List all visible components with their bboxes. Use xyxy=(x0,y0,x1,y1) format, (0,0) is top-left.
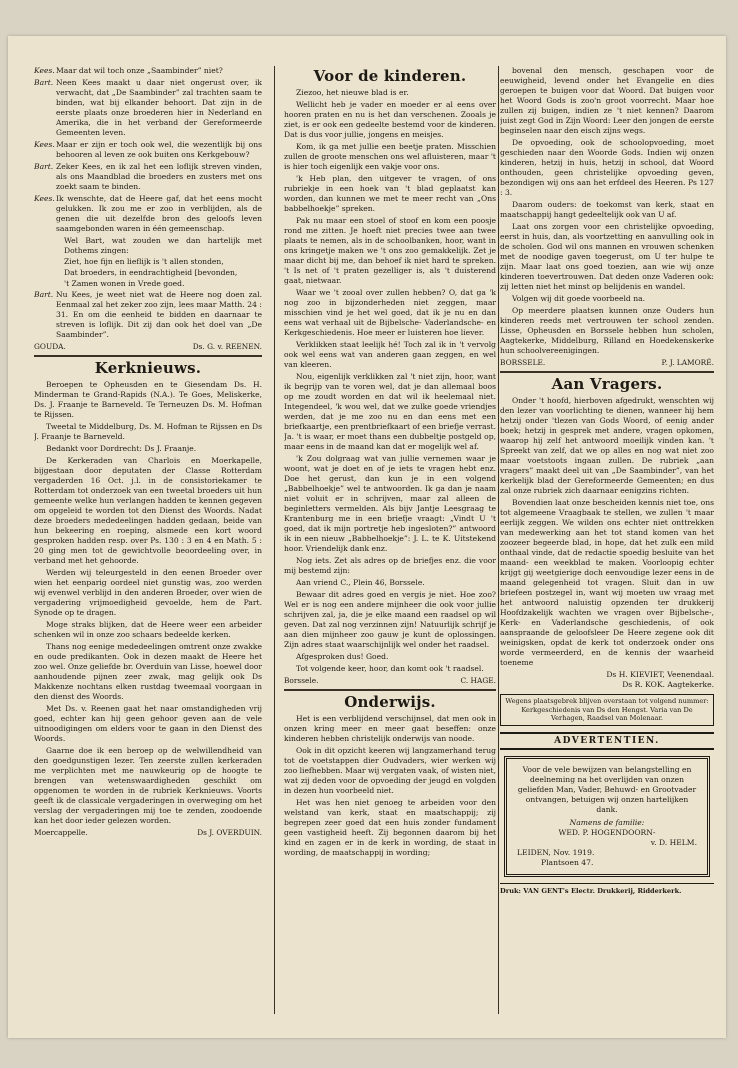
signature-name: P. J. LAMORÉ. xyxy=(661,358,714,367)
paragraph: Aan vriend C., Plein 46, Borssele. xyxy=(296,578,425,587)
paragraph: De Kerkeraden van Charlois en Moerkapelle, bijgestaan door deputaten der Classe Rotterdam vergaderden 16 Oct. j.l. in de consistoriekamer te Rotterdam tot onderzoek van een tweetal broeders uit hun gemeente welke hun verlangen hadden te kennen gegeven om opgeleid te worden tot den Dienst des Woords. Nadat deze broeders mededeelingen hadden gedaan, beide van hun bekeering en roeping, alsmede een kort woord gesproken hadden resp. over Ps. 130 : 3 en 4 en Math. 5 : 20 ging men tot de gewichtvolle beoordeeling over, in verband met het gehoorde. xyxy=(34,456,262,565)
paragraph: Volgen wij dit goede voorbeeld na. xyxy=(512,294,646,303)
paragraph: Waar we 't zooal over zullen hebben? O, dat ga 'k nog zoo in bijzonderheden niet zeggen, maar misschien vind je het wel goed, dat ik je nu en dan eens wat verhaal uit de Bijbelsche- Vaderlandsche- en Kerkgeschiedenis. Hoe meer er luisteren hoe liever. xyxy=(284,288,496,337)
onderwijs-body xyxy=(284,714,496,858)
kerknieuws-title: Kerknieuws. xyxy=(94,359,202,377)
paragraph: Wellicht heb je vader en moeder er al eens over hooren praten en nu is het dan verschenen. Zooals je ziet, is er ook een gedeelte bestemd voor de kinderen. Dat is dus voor jullie, jongens en meisjes. xyxy=(284,100,496,139)
paragraph: Tot volgende keer, hoor, dan komt ook 't raadsel. xyxy=(296,664,484,673)
dialogue-line xyxy=(34,66,262,76)
dialogue-line xyxy=(34,194,262,234)
paragraph: Verklikken staat leelijk hé! Toch zal ik in 't vervolg ook wel eens wat van anderen gaan zeggen, en wel van kleeren. xyxy=(284,340,496,369)
section-divider xyxy=(284,689,496,691)
vragers-body xyxy=(500,396,714,668)
speaker: Bart. xyxy=(34,78,54,87)
notice-box: Wegens plaatsgebrek blijven overstaan tot volgend nummer: Kerkgeschiedenis van Ds den Hengst. Varia van De Verhagen, Raadsel van Molenaar. xyxy=(500,694,714,726)
paragraph: Ziezoo, het nieuwe blad is er. xyxy=(296,88,409,97)
kerknieuws-body xyxy=(34,380,262,826)
dialogue-line xyxy=(34,290,262,340)
signature-place: BORSSELE. xyxy=(500,358,546,367)
signature xyxy=(34,342,262,352)
speaker: Kees. xyxy=(34,66,55,75)
signature-place: Moercappelle. xyxy=(34,828,88,837)
dialogue-text: Ik wenschte, dat de Heere gaf, dat het eens mocht gelukken. Ik zou me er zoo in verblijden, als de genen die uit dezelfde bron des geloofs leven saamgebonden waren in één gemeenschap. xyxy=(56,194,262,233)
dialogue-line xyxy=(34,78,262,138)
speaker: Kees. xyxy=(34,140,55,149)
dialogue-text: Nu Kees, je weet niet wat de Heere nog doen zal. Eenmaal zal het zeker zoo zijn, lees maar Matth. 24 : 31. En om die eenheid te bidden en daarnaar te streven is loflijk. Dit zij dan ook het doel van „De Saambinder”. xyxy=(56,290,262,339)
dialogue-line xyxy=(34,162,262,192)
section-divider xyxy=(34,355,262,357)
paragraph: Het was hen niet genoeg te arbeiden voor den welstand van kerk, staat en maatschappij; zij begrepen zeer goed dat een huis zonder fundament geen vastigheid heeft. Zij begonnen daarom bij het kind en zagen er in de kerk in wording, de staat in wording, de maatschappij in wording; xyxy=(284,798,496,857)
paragraph: Thans nog eenige mededeelingen omtrent onze zwakke en oude predikanten. Ook in dezen maakt de Heere het zoo wel. Onze geliefde br. Overduin van Lisse, hoewel door aanhoudende pijnen zeer zwak, mag gelijk ook Ds Makkenze nochtans elken rustdag tweemaal voorgaan in den dienst des Woords. xyxy=(34,642,262,701)
paragraph: Met Ds. v. Reenen gaat het naar omstandigheden vrij goed, echter kan hij geen gehoor geven aan de vele uitnoodigingen om elders voor te gaan in den Dienst des Woords. xyxy=(34,704,262,743)
signature-name: Ds J. OVERDUIN. xyxy=(197,828,262,837)
vragers-signature-1: Ds H. KIEVIET, Veenendaal. xyxy=(606,670,714,679)
dialogue-text: Maar dat wil toch onze „Saambinder” niet? xyxy=(56,66,223,75)
dialogue-text: Neen Kees maakt u daar niet ongerust over, ik verwacht, dat „De Saambinder” zal trachten saam te binden, wat bij elkander behoort. Dat zijn in de eerste plaats onze broederen hier in Nederland en Amerika, die in het verband der Gereformeerde Gemeenten leven. xyxy=(56,78,262,137)
paragraph: De opvoeding, ook de schoolopvoeding, moet geschieden naar den Woorde Gods. Indien wij onzen kinderen, hetzij in huis, hetzij in school, dat Woord onthouden, geen christelijke opvoeding geven, bezondigen wij ons aan het erfdeel des Heeren. Ps 127 : 3. xyxy=(500,138,714,197)
paragraph: Bedankt voor Dordrecht: Ds J. Fraanje. xyxy=(46,444,197,453)
verse-line: 't Zamen wonen in Vrede goed. xyxy=(64,279,185,288)
speaker: Bart. xyxy=(34,290,54,299)
paragraph: bovenal den mensch, geschapen voor de eeuwigheid, levend onder het Evangelie en dies geroepen te buigen voor dat Woord. Dat buigen voor het Woord Gods is zoo'n groot voorrecht. Maar hoe zullen zij buigen, indien ze 't niet kennen? Daarom juist zegt God in Zijn Woord: Leer den jongen de eerste beginselen naar den eisch zijns wegs. xyxy=(500,66,714,135)
speaker: Kees. xyxy=(34,194,55,203)
signature xyxy=(284,676,496,686)
paragraph: Pak nu maar een stoel of stoof en kom een poosje rond me zitten. Je hoeft niet precies twee aan twee plaats te nemen, als in de schoolbanken, hoor, want in ons kringetje maken we 't ons zoo gemakkelijk. Zet je maar dicht bij me, dan behoef ik niet hard te spreken. 't Is net of 't praten gezelliger is, als 't duisterend gaat, nietwaar. xyxy=(284,216,496,285)
dialogue-text: Maar er zijn er toch ook wel, die wezentlijk bij ons behooren al leven ze ook buiten ons Kerkgebouw? xyxy=(56,140,262,159)
paragraph: Nog iets. Zet als adres op de briefjes enz. die voor mij bestemd zijn: xyxy=(284,556,496,575)
newspaper-page xyxy=(8,36,726,1038)
paragraph: Op meerdere plaatsen kunnen onze Ouders hun kinderen reeds met vertrouwen ter school zenden. Lisse, Opheusden en Borssele hebben hun scholen, Aagtekerke, Middelburg, Rilland en Hoedekenskerke hun schoolvereenigingen. xyxy=(500,306,714,355)
dialogue-text: Zeker Kees, en ik zal het een loflijk streven vinden, als ons Maandblad die broeders en zusters met ons zoekt saam te binden. xyxy=(56,162,262,191)
signature xyxy=(34,828,262,838)
right-column xyxy=(500,66,714,1018)
middle-column xyxy=(284,66,496,1018)
verse-intro: Wel Bart, wat zouden we dan hartelijk met Dothems zingen: xyxy=(64,236,262,255)
ad-street: Plantsoen 47. xyxy=(541,857,594,867)
vragers-title: Aan Vragers. xyxy=(551,375,663,393)
column-divider xyxy=(274,66,275,1014)
signature-name: C. HAGE. xyxy=(460,676,496,685)
paragraph: 'k Zou dolgraag wat van jullie vernemen waar je woont, wat je doet en of je iets te vragen hebt enz. Doe het gerust, dan kun je in een volgend „Babbelhoekje” wel te antwoorden. Ik ga dan je naam niet voluit er in schrijven, maar zal alleen de beginletters vermelden. Als bijv Jantje Leesgraag te Krantenburg me in een briefje vraagt: „Vindt U 't goed, dat ik mijn portretje heb ingesloten?” antwoord ik in een nieuw „Babbelhoekje”: J. L. te K. Uitstekend hoor. Vriendelijk dank enz. xyxy=(284,454,496,553)
ad-family-label: Namens de familie: xyxy=(569,817,645,827)
paragraph: 'k Heb plan, den uitgever te vragen, of ons rubriekje in een hoek van 't blad geplaatst kan worden, dan kunnen we met te meer recht van „Ons babbelhoekje” spreken. xyxy=(284,174,496,213)
advertenties-header: ADVERTENTIEN. xyxy=(500,732,714,750)
verse-line: Dat broeders, in eendrachtigheid [bevonden, xyxy=(64,268,238,277)
printer-credit: Druk: VAN GENT's Electr. Drukkerij, Ridderkerk. xyxy=(500,883,714,896)
signature xyxy=(500,358,714,368)
onderwijs-title: Onderwijs. xyxy=(344,693,436,711)
onderwijs-continued xyxy=(500,66,714,356)
signature-place: Borssele. xyxy=(284,676,319,685)
ad-text: Voor de vele bewijzen van belangstelling en deelneming na het overlijden van onzen geliefden Man, Vader, Behuwd- en Grootvader ontvangen, betuigen wij onzen hartelijken dank. xyxy=(517,764,697,814)
paragraph: Bovendien laat onze bescheiden kennis niet toe, ons tot algemeene Vraagbaak te stellen, we zullen 't maar eerlijk zeggen. We wilden ons echter niet onttrekken van medewerking aan het tot stand komen van het zoozeer begeerde blad, in hope, dat het zulk een mild onthaal vinde, dat de redactie spoedig besluite van het maand- een weekblad te maken. Voorloopig echter krijgt gij weetgierige doch eenvoudige lezer eens in de maand gelegenheid tot vragen. Sluit dan in uw briefeen postzegel in, want wij moeten uw vraag met het antwoord naluistig opzenden ter drukkerij Hoofdzakelijk wachten we vragen over Bijbelsche-, Kerk- en Vaderlandsche geschiedenis, of ook aanspraande de geloofsleer De Heere zegene ook dit weinigsken, opdat de kerk tot onderzoek onder ons worde vermeerderd, en de kennis der waarheid toeneme xyxy=(500,498,714,667)
paragraph: Bewaar dit adres goed en vergis je niet. Hoe zoo? Wel er is nog een andere mijnheer die ook voor jullie schrijven zal, ja, die je elke maand een raadsel op wil geven. Dat zal nog verzinnen zijn! Natuurlijk schrijf je aan dien mijnheer zoo gauw je kunt de oplossingen. Zijn adres staat waarschijnlijk wel onder het raadsel. xyxy=(284,590,496,649)
verse xyxy=(34,257,262,289)
verse-line: Ziet, hoe fijn en lieflijk is 't allen stonden, xyxy=(64,257,224,266)
kinderen-body xyxy=(284,88,496,674)
left-column xyxy=(34,66,262,1018)
paragraph: Tweetal te Middelburg, Ds. M. Hofman te Rijssen en Ds J. Fraanje te Barneveld. xyxy=(34,422,262,441)
kinderen-title: Voor de kinderen. xyxy=(313,67,467,85)
advertisement xyxy=(504,756,710,877)
paragraph: Onder 't hoofd, hierboven afgedrukt, wenschten wij den lezer van voorlichting te dienen, wanneer hij hem hetzij onder 'tlezen van Gods Woord, of eenig ander boek; hetzij in gesprek met andere, vragen opkomen, waarop hij zelf het antwoord moeilijk vinden kan. 't Spreekt van zelf, dat we op alles en nog wat niet zoo maar voetstoots ingaan zullen. De rubriek „aan vragers” maakt deel uit van „De Saambinder”, van het kerkelijk blad der Gereformeerde Gemeenten; en dus zal onze rubriek zich daarnaar eenigzins richten. xyxy=(500,396,714,495)
paragraph: Beroepen te Opheusden en te Giesendam Ds. H. Minderman te Grand-Rapids (N.A.). Te Goes, Meliskerke, Ds. J. Fraanje te Barneveld. Te Terneuzen Ds. M. Hofman te Rijssen. xyxy=(34,380,262,419)
paragraph: Nou, eigenlijk verklikken zal 't niet zijn, hoor, want ik begrijp van te voren wel, dat je dan allemaal boos op me zoudt worden en dat wil ik heelemaal niet. Integendeel, 'k wou wel, dat we zulke goede vriendjes werden, dat je me zoo nu en dan eens met een briefkaartje, een prentbriefkaart of een briefje verrast. Ja. 't is waar, er moet thans een dubbeltje postgeld op, maar eens in de maand kan dat er mogelijk wel af. xyxy=(284,372,496,451)
paragraph: Gaarne doe ik een beroep op de welwillendheid van den goedgunstigen lezer. Ten zeerste zullen kerkeraden me verplichten met me nauwkeurig op de hoogte te brengen van wetenswaardigheden geschikt om opgenomen te worden in de rubriek Kerknieuws. Voorts geeft ik de classicale vergaderingen in overweging om het verslag der vergaderingen mij toe te zenden, zoodoende kan het door ieder gelezen worden. xyxy=(34,746,262,825)
paragraph: Kom, ik ga met jullie een beetje praten. Misschien zullen de groote menschen ons wel afluisteren, maar 't is hier toch eigenlijk een vakje voor ons. xyxy=(284,142,496,171)
ad-name-2: v. D. HELM. xyxy=(650,837,697,847)
paragraph: Ook in dit opzicht keeren wij langzamerhand terug tot de voetstappen dier Oudvaders, wier werken wij zoo liefhebben. Maar wij vergaten vaak, of wisten niet, wat zij deden voor de opvoeding der jeugd en volgden in dezen hun voorbeeld niet. xyxy=(284,746,496,795)
signature-name: Ds. G. v. REENEN. xyxy=(192,342,262,351)
paragraph: Het is een verblijdend verschijnsel, dat men ook in onzen kring meer en meer gaat beseffen: onze kinderen hebben christelijk onderwijs van noode. xyxy=(284,714,496,743)
paragraph: Werden wij teleurgesteld in den eenen Broeder over wien het eenparig oordeel niet gunstig was, zoo werden wij evenwel verblijd in den anderen Broeder, over wien de vergadering vrijmoedigheid gevoelde, hem de Part. Synode op te dragen. xyxy=(34,568,262,617)
ad-place: LEIDEN, Nov. 1919. xyxy=(517,847,595,857)
vragers-signature-2: Ds R. KOK. Aagtekerke. xyxy=(622,680,714,689)
paragraph: Afgesproken dus! Goed. xyxy=(296,652,389,661)
ad-name-1: WED. P. HOGENDOORN- xyxy=(558,827,656,837)
paragraph: Laat ons zorgen voor een christelijke opvoeding, eerst in huis, dan, als voortzetting en aanvulling ook in de scholen. God wil ons mannen en vrouwen schenken met de noodige gaven toegerust, om U ter hulpe te zijn. Maar laat ons goed toezien, aan wie wij onze kinderen toevertrouwen. Dat deden onze Vaderen ook: zij letten niet het minst op belijdenis en wandel. xyxy=(500,222,714,291)
dialogue-line xyxy=(34,140,262,160)
speaker: Bart. xyxy=(34,162,54,171)
dialogue-section xyxy=(34,66,262,234)
section-divider xyxy=(500,371,714,373)
paragraph: Moge straks blijken, dat de Heere weer een arbeider schenken wil in onze zoo schaars bedeelde kerken. xyxy=(34,620,262,639)
signature-place: GOUDA. xyxy=(34,342,66,351)
paragraph: Daarom ouders: de toekomst van kerk, staat en maatschappij hangt gedeeltelijk ook van U af. xyxy=(500,200,714,219)
column-divider xyxy=(498,66,499,1014)
